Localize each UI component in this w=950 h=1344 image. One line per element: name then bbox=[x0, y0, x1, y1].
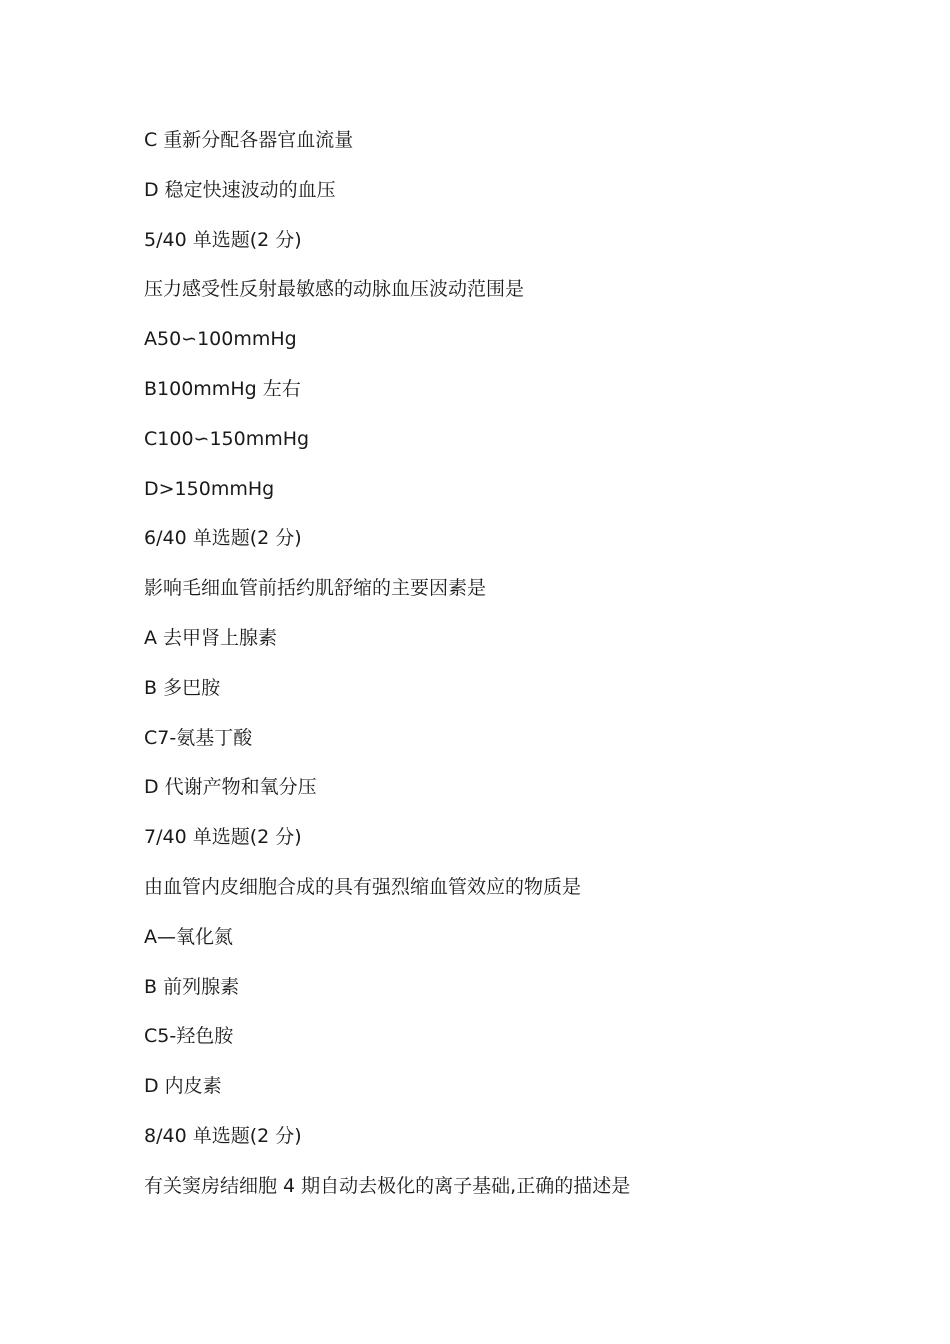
document-body bbox=[144, 128, 844, 1224]
option-text: C7-氨基丁酸 bbox=[144, 726, 253, 749]
option-text: D 内皮素 bbox=[144, 1075, 222, 1098]
option-text: C5-羟色胺 bbox=[144, 1025, 234, 1048]
option-text: B100mmHg 左右 bbox=[144, 377, 301, 400]
question-text: 由血管内皮细胞合成的具有强烈缩血管效应的物质是 bbox=[144, 875, 582, 898]
question-text: 压力感受性反射最敏感的动脉血压波动范围是 bbox=[144, 278, 525, 301]
question-header: 6/40 单选题(2 分) bbox=[144, 527, 302, 550]
question-text: 有关窦房结细胞 4 期自动去极化的离子基础,正确的描述是 bbox=[144, 1174, 631, 1197]
option-text: A 去甲肾上腺素 bbox=[144, 626, 278, 649]
option-text: C100∽150mmHg bbox=[144, 427, 310, 450]
question-header: 7/40 单选题(2 分) bbox=[144, 826, 302, 849]
question-header: 8/40 单选题(2 分) bbox=[144, 1124, 302, 1147]
option-text: A—氧化氮 bbox=[144, 925, 233, 948]
option-text: A50∽100mmHg bbox=[144, 328, 297, 351]
option-text: D 代谢产物和氧分压 bbox=[144, 776, 317, 799]
question-header: 5/40 单选题(2 分) bbox=[144, 228, 302, 251]
option-text: C 重新分配各器官血流量 bbox=[144, 129, 354, 151]
option-text: D 稳定快速波动的血压 bbox=[144, 178, 336, 201]
option-text: B 多巴胺 bbox=[144, 676, 221, 699]
option-text: B 前列腺素 bbox=[144, 975, 240, 998]
option-text: D>150mmHg bbox=[144, 477, 275, 500]
question-text: 影响毛细血管前括约肌舒缩的主要因素是 bbox=[144, 577, 487, 600]
